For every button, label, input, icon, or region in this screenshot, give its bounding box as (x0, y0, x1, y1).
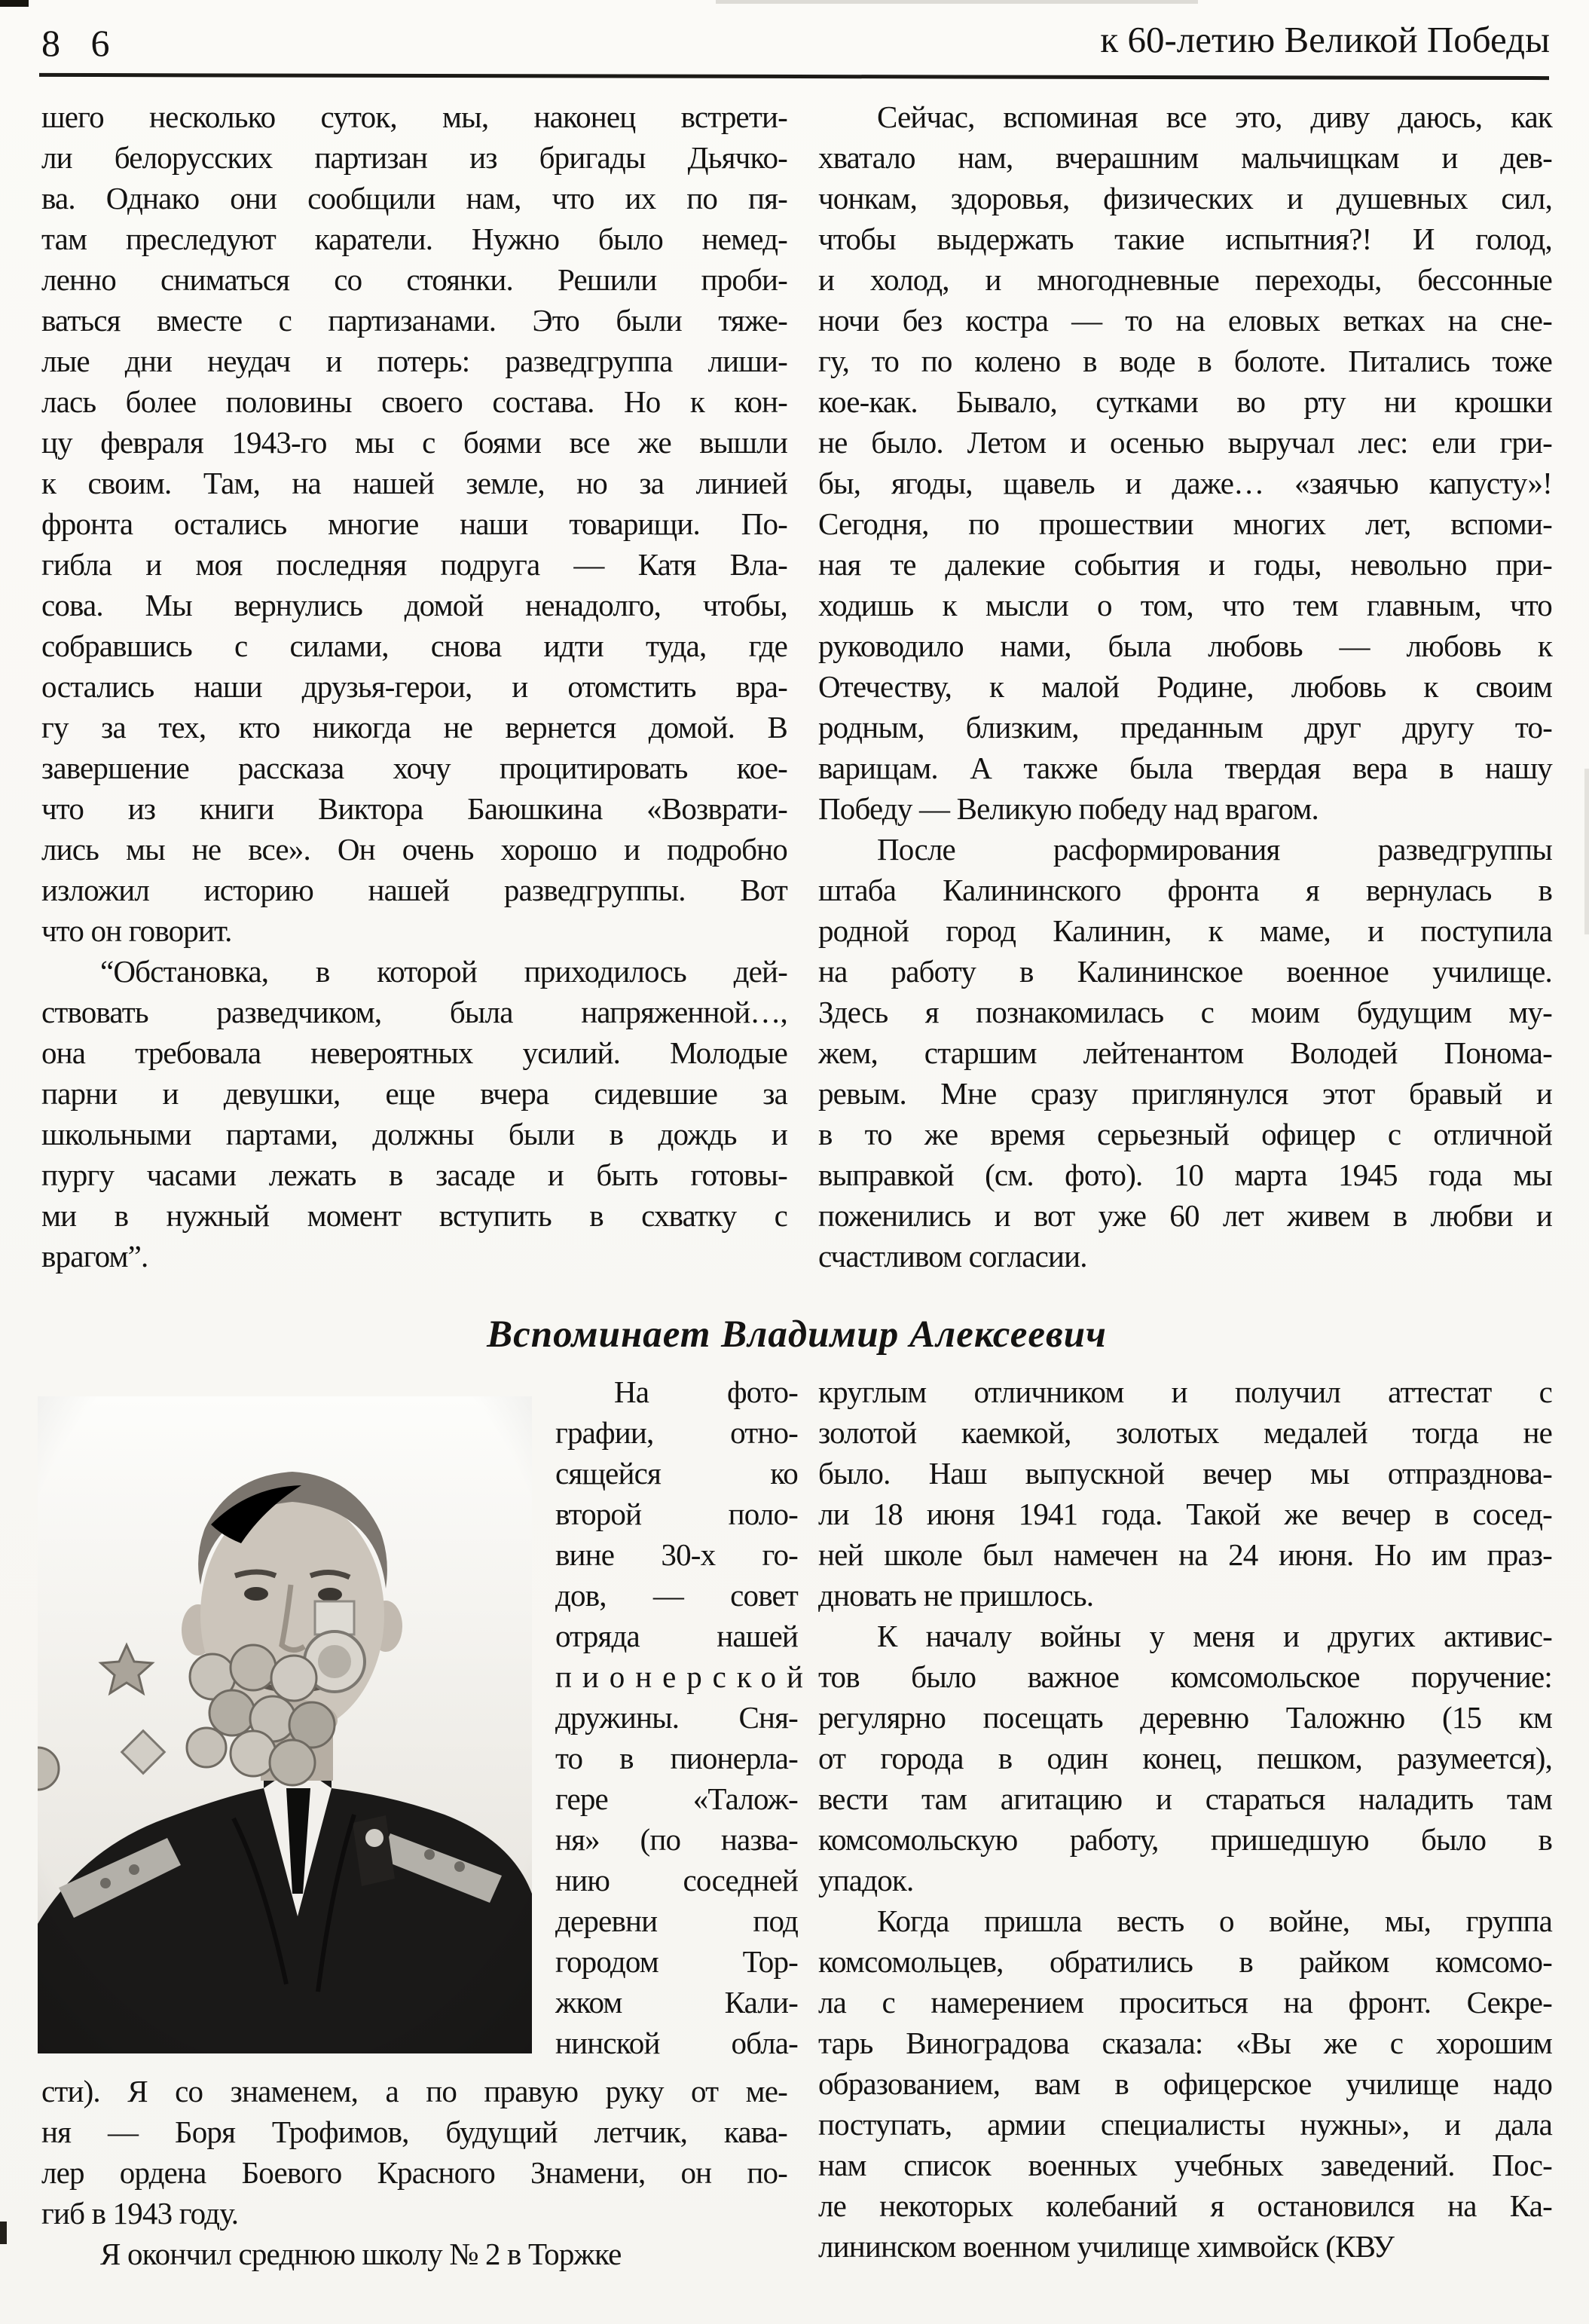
text-line: поженились и вот уже 60 лет живем в любви и (818, 1198, 1552, 1233)
text-line: вине 30-х го- (555, 1537, 798, 1572)
text-line: Отечеству, к малой Родине, любовь к своим (818, 669, 1552, 704)
text-line: лись мы не все». Он очень хорошо и подробно (41, 832, 787, 867)
text-line: изложил историю нашей разведгруппы. Вот (41, 873, 787, 907)
text-line: чтобы выдержать такие испытния?! И голод, (818, 222, 1552, 256)
text-line: гибла и моя последняя подруга — Катя Вла- (41, 547, 787, 582)
text-line: К началу войны у меня и других активис- (877, 1619, 1552, 1653)
scan-artifact-left-edge (0, 2222, 7, 2244)
scan-artifact-top-left (0, 0, 29, 7)
text-line: нинской обла- (555, 2026, 798, 2060)
text-line: комсомольцев, обратились в райком комсомо- (818, 1944, 1552, 1979)
text-line: Победу — Великую победу над врагом. (818, 791, 1319, 826)
text-line: образованием, вам в офицерское училище надо (818, 2066, 1552, 2101)
page-header (41, 17, 1551, 71)
text-line: шего несколько суток, мы, наконец встрети- (41, 99, 787, 134)
text-line: На фото- (614, 1375, 798, 1409)
text-line: жком Кали- (555, 1985, 798, 2020)
text-column-right-top (818, 96, 1552, 1277)
text-line: тарь Виноградова сказала: «Вы же с хорошим (818, 2026, 1552, 2060)
text-line: круглым отличником и получил аттестат с (818, 1375, 1552, 1409)
text-line: родной город Калинин, к маме, и поступила (818, 913, 1552, 948)
text-line: сова. Мы вернулись домой ненадолго, чтобы, (41, 588, 787, 622)
text-line: то в пионерла- (555, 1741, 798, 1775)
text-line: пионерской (555, 1659, 814, 1694)
text-line: гу за тех, кто никогда не вернется домой. В (41, 710, 787, 745)
text-line: После расформирования разведгруппы (877, 832, 1552, 867)
text-line: от города в один конец, пешком, разумеется), (818, 1741, 1552, 1775)
text-line: лининском военном училище химвойск (КВУ (818, 2229, 1395, 2264)
text-line: ли белорусских партизан из бригады Дьячко- (41, 140, 787, 175)
text-column-right-bottom (818, 1371, 1552, 2267)
text-line: гере «Талож- (555, 1781, 798, 1816)
text-line: сти). Я со знаменем, а по правую руку от ме- (41, 2074, 787, 2108)
text-line: собравшись с силами, снова идти туда, где (41, 628, 787, 663)
text-line: ленно сниматься со стоянки. Решили проби- (41, 262, 787, 297)
text-line: гиб в 1943 году. (41, 2196, 239, 2231)
text-line: дов, — совет (555, 1578, 798, 1613)
text-line: счастливом согласии. (818, 1239, 1087, 1274)
text-line: второй поло- (555, 1497, 798, 1531)
text-line: остались наши друзья-герои, и отомстить вра- (41, 669, 787, 704)
scan-artifact-right-edge (1584, 769, 1589, 934)
text-column-middle (555, 1371, 814, 2063)
text-line: лась более половины своего состава. Но к кон- (41, 384, 787, 419)
text-line: золотой каемкой, золотых медалей тогда не (818, 1415, 1552, 1450)
text-line: регулярно посещать деревню Таложню (15 км (818, 1700, 1552, 1735)
portrait-photo (38, 1396, 532, 2053)
text-line: цу февраля 1943-го мы с боями все же вышли (41, 425, 787, 460)
text-line: “Обстановка, в которой приходилось дей- (100, 954, 787, 989)
header-rule (39, 73, 1549, 80)
text-line: ли 18 июня 1941 года. Такой же вечер в сосед- (818, 1497, 1552, 1531)
text-line: Я окончил среднюю школу № 2 в Торжке (100, 2237, 622, 2271)
text-line: графии, отно- (555, 1415, 798, 1450)
text-line: ня» (по назва- (555, 1822, 798, 1857)
text-line: Сейчас, вспоминая все это, диву даюсь, как (877, 99, 1552, 134)
text-line: что из книги Виктора Баюшкина «Возврати- (41, 791, 787, 826)
text-line: сящейся ко (555, 1456, 798, 1491)
text-line: чонкам, здоровья, физических и душевных сил, (818, 181, 1552, 216)
page-number: 8 6 (41, 22, 121, 64)
running-title: к 60-летию Великой Победы (1100, 19, 1550, 60)
text-line: нию соседней (555, 1863, 798, 1897)
text-line: дружины. Сня- (555, 1700, 798, 1735)
text-line: ваться вместе с партизанами. Это были тяже- (41, 303, 787, 338)
text-line: пургу часами лежать в засаде и быть готовы- (41, 1157, 787, 1192)
text-line: на работу в Калининское военное училище. (818, 954, 1552, 989)
text-line: ночи без костра — то на еловых ветках на сне- (818, 303, 1552, 338)
text-column-bottom-left (41, 2071, 787, 2274)
text-line: лер ордена Боевого Красного Знамени, он по- (41, 2155, 787, 2190)
text-line: руководило нами, была любовь — любовь к (818, 628, 1552, 663)
text-line: хватало нам, вчерашним мальчищкам и дев- (818, 140, 1552, 175)
text-line: ная те далекие события и годы, невольно при- (818, 547, 1552, 582)
text-line: ле некоторых колебаний я остановился на Ка- (818, 2188, 1552, 2223)
text-line: деревни под (555, 1904, 798, 1938)
text-line: Здесь я познакомилась с моим будущим му- (818, 995, 1552, 1029)
text-line: бы, ягоды, щавель и даже… «заячью капусту»! (818, 466, 1552, 500)
text-line: лые дни неудач и потерь: разведгруппа лиши- (41, 344, 787, 378)
text-line: нам список военных учебных заведений. Пос- (818, 2148, 1552, 2182)
text-line: фронта остались многие наши товарищи. По- (41, 506, 787, 541)
text-line: комсомольскую работу, пришедшую было в (818, 1822, 1552, 1857)
text-line: там преследуют каратели. Нужно было немед- (41, 222, 787, 256)
text-line: не было. Летом и осенью выручал лес: ели гри- (818, 425, 1552, 460)
text-line: в то же время серьезный офицер с отличной (818, 1117, 1552, 1151)
text-line: врагом”. (41, 1239, 148, 1274)
text-line: гу, то по колено в воде в болоте. Питались тоже (818, 344, 1552, 378)
text-line: вести там агитацию и стараться наладить там (818, 1781, 1552, 1816)
text-line: выправкой (см. фото). 10 марта 1945 года мы (818, 1157, 1552, 1192)
text-line: ла с намерением проситься на фронт. Секре- (818, 1985, 1552, 2020)
section-heading: Вспоминает Владимир Алексеевич (487, 1313, 1107, 1356)
text-column-left (41, 96, 787, 1277)
text-line: родным, близким, преданным друг другу то- (818, 710, 1552, 745)
text-line: она требовала невероятных усилий. Молодые (41, 1035, 787, 1070)
text-line: что он говорит. (41, 913, 232, 948)
text-line: штаба Калининского фронта я вернулась в (818, 873, 1552, 907)
text-line: ней школе был намечен на 24 июня. Но им праз- (818, 1537, 1552, 1572)
text-line: ревым. Мне сразу приглянулся этот бравый и (818, 1076, 1552, 1111)
text-line: отряда нашей (555, 1619, 798, 1653)
text-line: кое-как. Бывало, сутками во рту ни крошки (818, 384, 1552, 419)
text-line: упадок. (818, 1863, 914, 1897)
scan-artifact-top-streak (716, 0, 1198, 4)
text-line: поступать, армии специалисты нужны», и дала (818, 2107, 1552, 2142)
text-line: варищам. А также была твердая вера в нашу (818, 751, 1552, 785)
text-line: ствовать разведчиком, была напряженной…, (41, 995, 787, 1029)
text-line: Сегодня, по прошествии многих лет, вспоми- (818, 506, 1552, 541)
text-line: городом Тор- (555, 1944, 798, 1979)
text-line: школьными партами, должны были в дождь и (41, 1117, 787, 1151)
text-line: завершение рассказа хочу процитировать кое- (41, 751, 787, 785)
text-line: ва. Однако они сообщили нам, что их по пя- (41, 181, 787, 216)
text-line: жем, старшим лейтенантом Володей Понома- (818, 1035, 1552, 1070)
text-line: ня — Боря Трофимов, будущий летчик, кава- (41, 2115, 787, 2149)
text-line: тов было важное комсомольское поручение: (818, 1659, 1552, 1694)
photo-vignette (38, 1396, 532, 2053)
text-line: дновать не пришлось. (818, 1578, 1094, 1613)
text-line: ми в нужный момент вступить в схватку с (41, 1198, 787, 1233)
text-line: было. Наш выпускной вечер мы отпразднова- (818, 1456, 1552, 1491)
text-line: парни и девушки, еще вчера сидевшие за (41, 1076, 787, 1111)
text-line: и холод, и многодневные переходы, бессонные (818, 262, 1552, 297)
text-line: к своим. Там, на нашей земле, но за линией (41, 466, 787, 500)
text-line: Когда пришла весть о войне, мы, группа (877, 1904, 1552, 1938)
portrait-photo-drawing (38, 1396, 532, 2053)
text-line: ходишь к мысли о том, что тем главным, что (818, 588, 1552, 622)
